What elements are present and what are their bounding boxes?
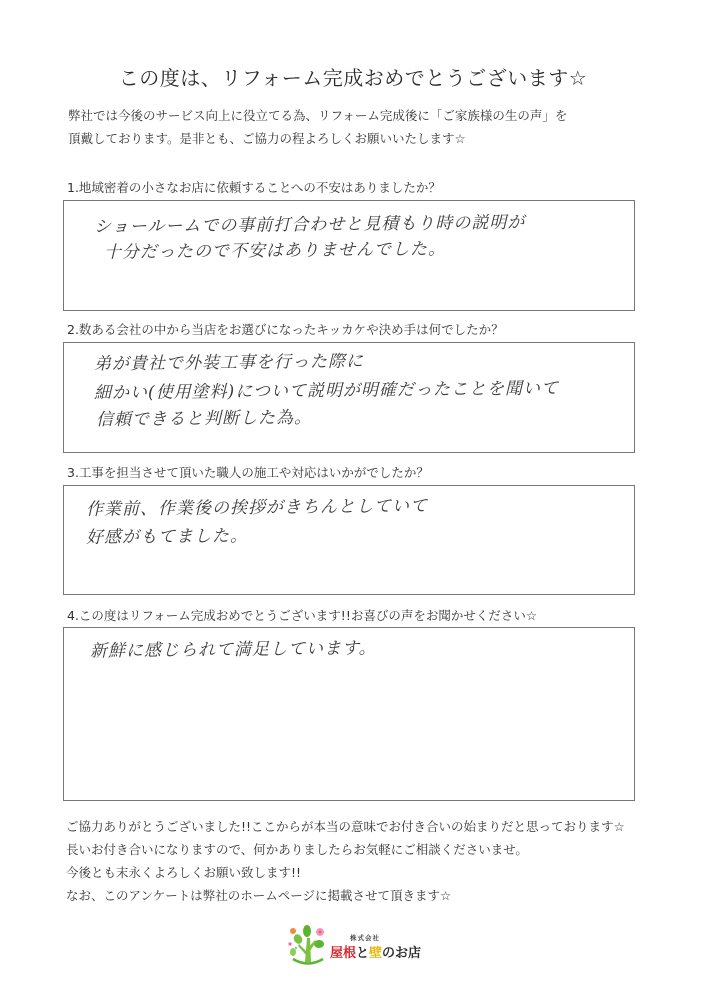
company-logo — [285, 920, 422, 970]
answer-box-1 — [63, 200, 635, 311]
answer-box-2 — [63, 342, 635, 453]
closing-line: なお、このアンケートは弊社のホームページに掲載させて頂きます☆ — [66, 888, 452, 903]
question-2-label: 2.数ある会社の中から当店をお選びになったキッカケや決め手は何でしたか？ — [67, 322, 504, 337]
answer-box-3 — [63, 485, 635, 595]
question-3-label: 3.工事を担当させて頂いた職人の施工や対応はいかがでしたか？ — [67, 465, 429, 480]
intro-line: 弊社では今後のサービス向上に役立てる為、リフォーム完成後に「ご家族様の生の声」を — [68, 108, 568, 123]
tree-flower-logo-icon — [285, 922, 330, 967]
intro-line: 頂戴しております。是非とも、ご協力の程よろしくお願いいたします☆ — [68, 131, 466, 146]
closing-text — [66, 815, 625, 907]
answer-1-line-2: 十分だったので不安はありませんでした。 — [103, 239, 447, 263]
logo-company-type: 株式会社 — [350, 934, 380, 942]
closing-line: ご協力ありがとうございました!!ここからが本当の意味でお付き合いの始まりだと思っております☆ — [66, 819, 625, 834]
answer-box-4 — [63, 627, 635, 801]
question-1-label: 1.地域密着の小さなお店に依頼することへの不安はありましたか？ — [67, 180, 441, 195]
closing-line: 長いお付き合いになりますので、何かありましたらお気軽にご相談くださいませ。 — [66, 842, 528, 857]
question-4-label: 4.この度はリフォーム完成おめでとうございます!!お喜びの声をお聞かせください☆ — [67, 608, 538, 623]
page-title: この度は、リフォーム完成おめでとうございます☆ — [118, 66, 588, 90]
answer-3-line-1: 作業前、作業後の挨拶がきちんとしていて — [85, 496, 429, 520]
intro-text — [68, 104, 567, 150]
answer-2-line-2: 細かい(使用塗料)について説明が明確だったことを聞いて — [93, 378, 560, 404]
answer-4-line-1: 新鮮に感じられて満足しています。 — [89, 638, 377, 662]
answer-2-line-3: 信頼できると判断した為。 — [95, 407, 313, 431]
answer-2-line-1: 弟が貴社で外装工事を行った際に — [93, 351, 365, 375]
answer-3-line-2: 好感がもてました。 — [85, 526, 249, 548]
closing-line: 今後とも末永くよろしくお願い致します!! — [66, 865, 302, 880]
answer-1-line-1: ショールームでの事前打合わせと見積もり時の説明が — [93, 212, 526, 238]
logo-company-name: 屋根と壁のお店 — [330, 946, 422, 961]
